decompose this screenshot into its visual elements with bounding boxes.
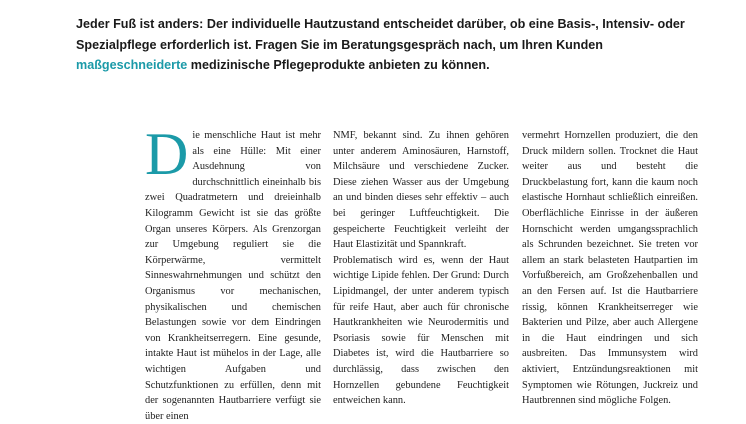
column-3-paragraph: vermehrt Hornzellen produziert, die den Druck mildern sollen. Trocknet die Haut weiter aus und besteht die Druckbelastung fort, kann die kaum noch elastische Hornhaut schließlich einreißen. Oberflächliche Einrisse in der äußeren Hornschicht werden umgangssprachlich als Schrunden bezeichnet. Sie treten vor allem an stark belasteten Hautpartien im Vorfußbereich, am Großzehenballen und an den Fersen auf. Ist die Hautbarriere rissig, können Krankheitserreger wie Bakterien und Pilze, aber auch Allergene in die Haut eindringen und sich ausbreiten. Das Immunsystem wird aktiviert, Entzündungsreaktionen mit Symptomen wie Rötungen, Juckreiz und Hautbrennen sind mögliche Folgen.: [522, 130, 698, 407]
column-1-paragraph: [145, 121, 321, 424]
lead-highlight: maßgeschneiderte: [76, 58, 188, 72]
column-1-text: ie menschliche Haut ist mehr als eine Hülle: Mit einer Ausdehnung von durchschnittlich eineinhalb bis zwei Quadratmetern und dreieinhalb Kilogramm Gewicht ist sie das größte Organ unseres Körpers. Als Grenzorgan zur Umgebung reguliert sie die Körperwärme, vermittelt Sinneswahrnehmungen und schützt den Organismus vor mechanischen, physikalischen und chemischen Belastungen sowie vor dem Eindringen von Krankheitserregern. Eine gesunde, intakte Haut ist mühelos in der Lage, alle wichtigen Aufgaben und Schutzfunktionen zu erfüllen, denn mit der sogenannten Hautbarriere verfügt sie über einen: [145, 130, 321, 422]
article-column-2: [333, 128, 509, 409]
drop-cap: D: [145, 121, 189, 187]
lead-text-start: Jeder Fuß ist anders: Der individuelle Hautzustand entscheidet darüber, ob eine Basis-, Intensiv- oder Spezialpflege erforderlich ist. Fragen Sie im Beratungsgespräch nach, um Ihren Kunden: [76, 17, 685, 52]
lead-text-end: medizinische Pflegeprodukte anbieten zu können.: [187, 58, 490, 72]
column-2-paragraph-2: Problematisch wird es, wenn der Haut wichtige Lipide fehlen. Der Grund: Durch Lipidmangel, der unter anderem typisch für reife Haut, aber auch für chronische Hautkrankheiten wie Neurodermitis und Psoriasis sowie für Menschen mit Diabetes ist, wird die Hautbarriere so durchlässig, dass zwischen den Hornzellen gebundene Feuchtigkeit entweichen kann.: [333, 254, 509, 407]
article-column-3: [522, 128, 698, 409]
lead-paragraph: [76, 14, 686, 76]
column-2-paragraph-1: NMF, bekannt sind. Zu ihnen gehören unter anderem Aminosäuren, Harnstoff, Milchsäure und verschiedene Zucker. Diese ziehen Wasser aus der Umgebung an und binden dieses sehr effektiv – auch bei geringer Luftfeuchtigkeit. Die gespeicherte Feuchtigkeit verleiht der Haut Elastizität und Spannkraft.: [333, 130, 509, 251]
article-column-1: [145, 121, 321, 424]
